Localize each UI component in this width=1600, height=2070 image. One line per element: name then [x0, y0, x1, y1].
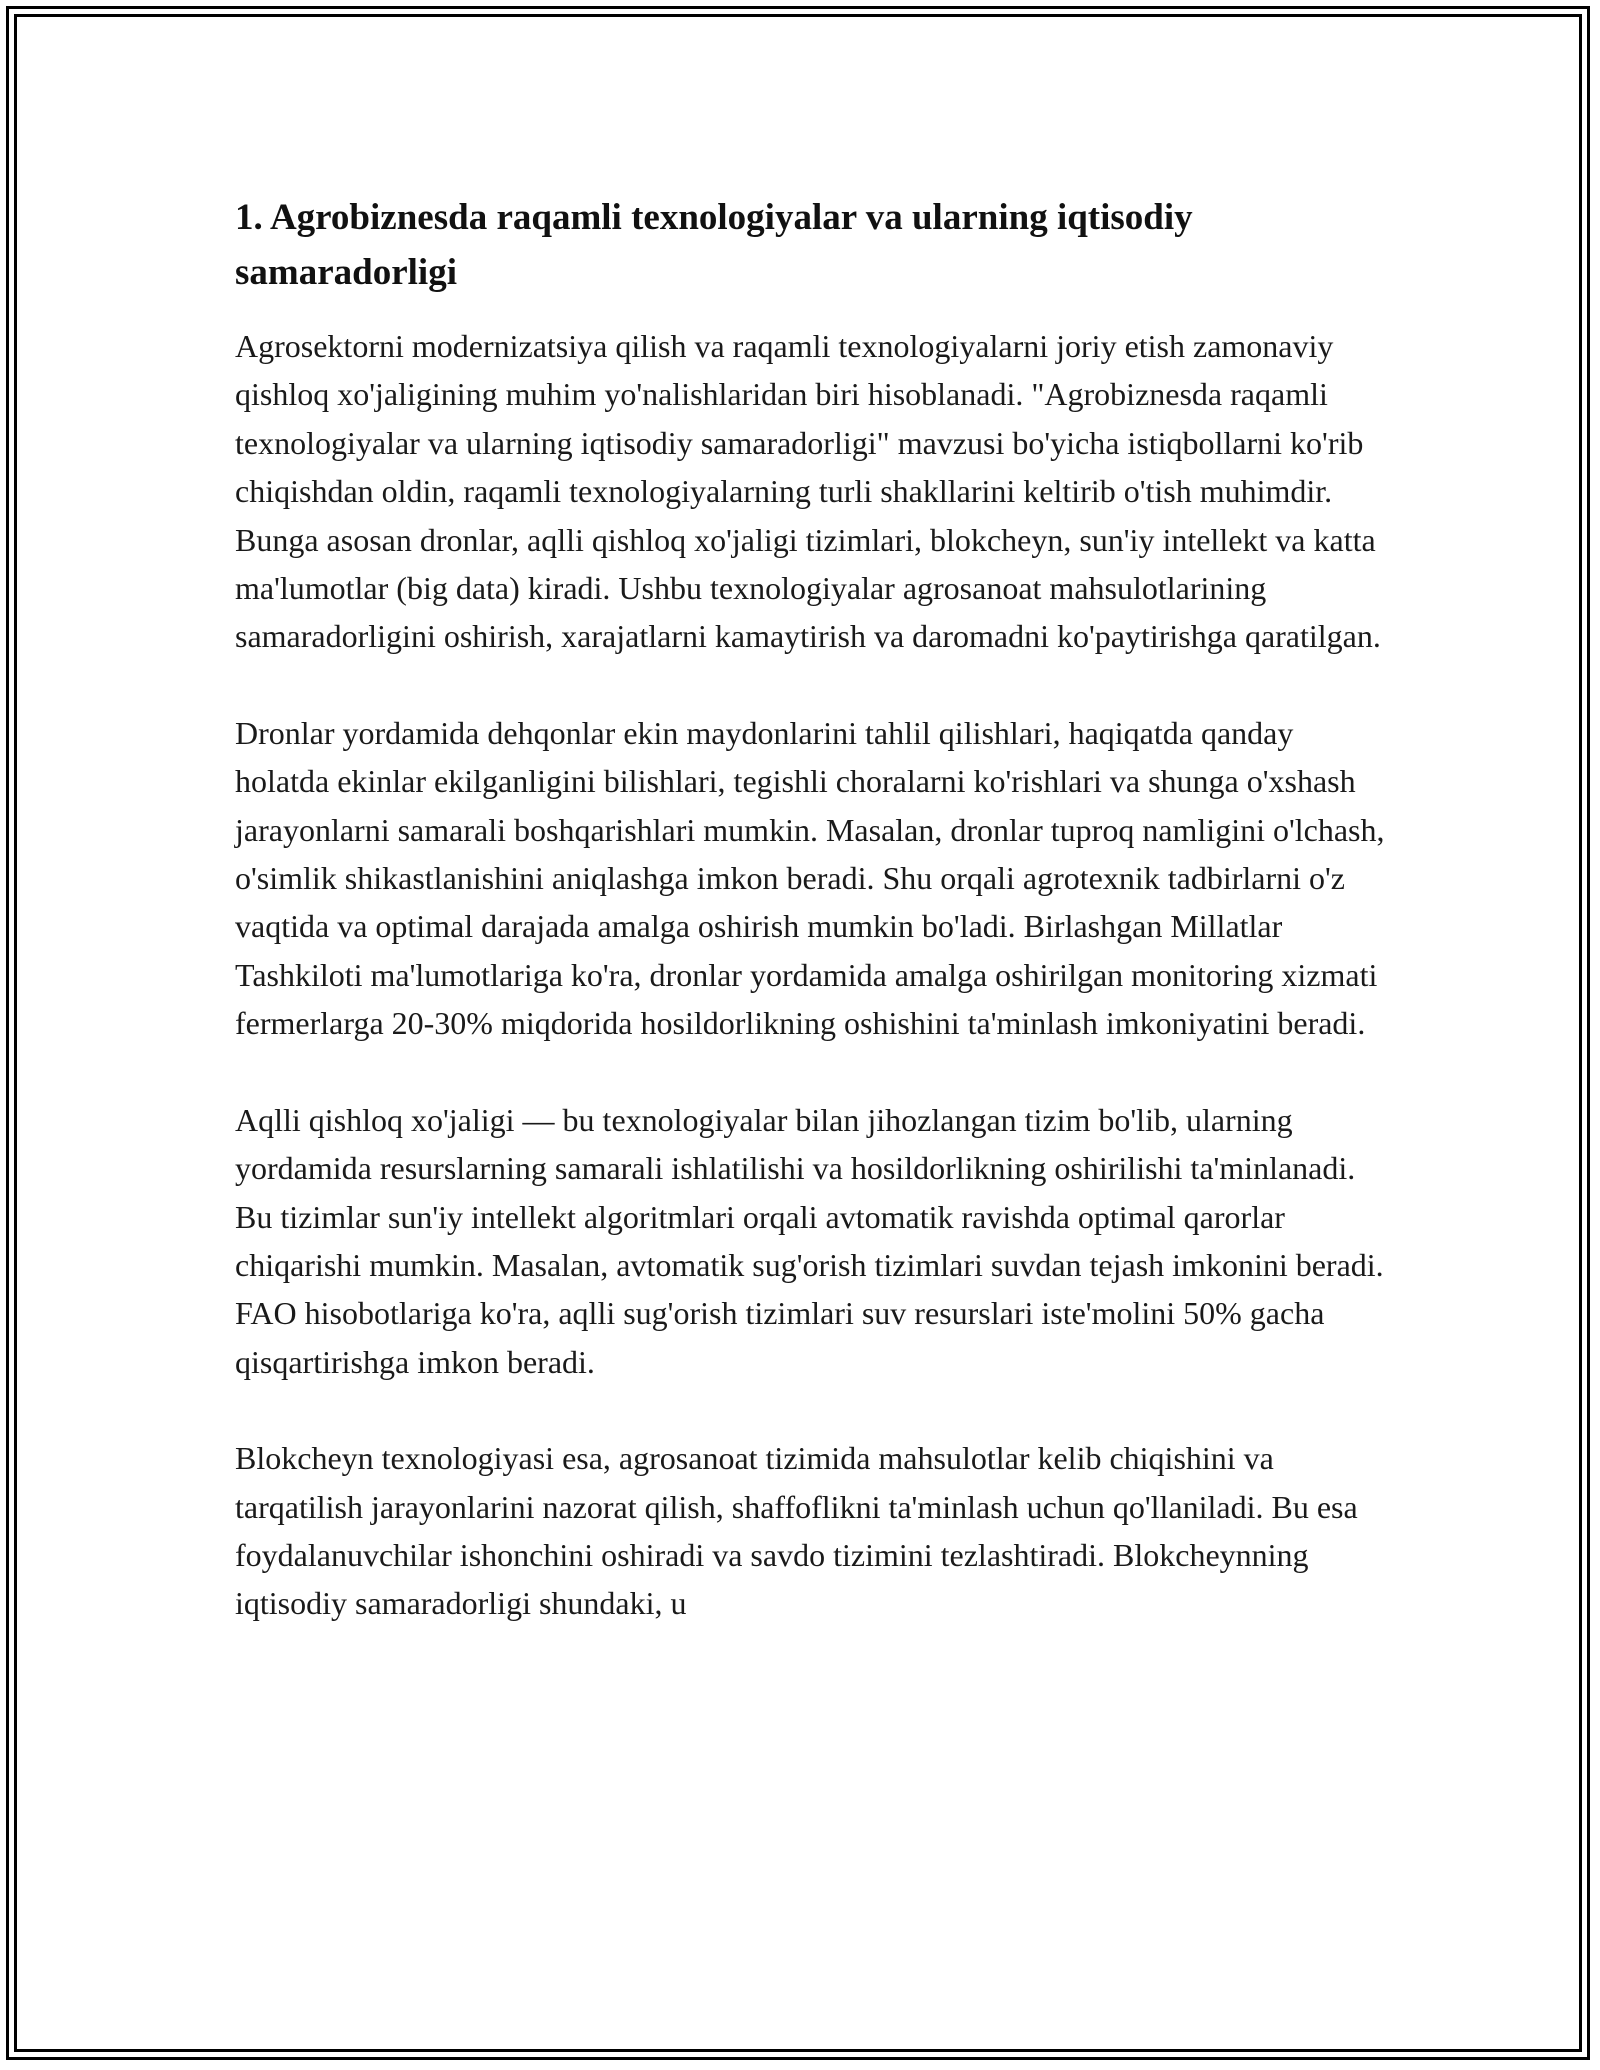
- paragraph-smart-agriculture: Aqlli qishloq xo'jaligi — bu texnologiyalar bilan jihozlangan tizim bo'lib, ularning yordamida resurslarning samarali ishlatilishi va hosildorlikning oshirilishi ta'minlanadi. Bu tizimlar sun'iy intellekt algoritmlari orqali avtomatik ravishda optimal qarorlar chiqarishi mumkin. Masalan, avtomatik sug'orish tizimlari suvdan tejash imkonini beradi. FAO hisobotlariga ko'ra, aqlli sug'orish tizimlari suv resurslari iste'molini 50% gacha qisqartirishga imkon beradi.: [235, 1101, 1384, 1380]
- paragraph-blockchain: Blokcheyn texnologiyasi esa, agrosanoat tizimida mahsulotlar kelib chiqishini va tarqatilish jarayonlarini nazorat qilish, shaffoflikni ta'minlash uchun qo'llaniladi. Bu esa foydalanuvchilar ishonchini oshiradi va savdo tizimini tezlashtiradi. Blokcheynning iqtisodiy samaradorligi shundaki, u: [235, 1440, 1358, 1622]
- paragraph-drones: Dronlar yordamida dehqonlar ekin maydonlarini tahlil qilishlari, haqiqatda qanday holatda ekinlar ekilganligini bilishlari, tegishli choralarni ko'rishlari va shunga o'xshash jarayonlarni samarali boshqarishlari mumkin. Masalan, dronlar tuproq namligini o'lchash, o'simlik shikastlanishini aniqlashga imkon beradi. Shu orqali agrotexnik tadbirlarni o'z vaqtida va optimal darajada amalga oshirish mumkin bo'ladi. Birlashgan Millatlar Tashkiloti ma'lumotlariga ko'ra, dronlar yordamida amalga oshirilgan monitoring xizmati fermerlarga 20-30% miqdorida hosildorlikning oshishini ta'minlash imkoniyatini beradi.: [235, 714, 1385, 1042]
- page-title: 1. Agrobiznesda raqamli texnologiyalar va ularning iqtisodiy samaradorligi: [235, 197, 1193, 293]
- document-body: [235, 190, 1385, 1676]
- paragraph-intro: Agrosektorni modernizatsiya qilish va raqamli texnologiyalarni joriy etish zamonaviy qishloq xo'jaligining muhim yo'nalishlaridan biri hisoblanadi. "Agrobiznesda raqamli texnologiyalar va ularning iqtisodiy samaradorligi" mavzusi bo'yicha istiqbollarni ko'rib chiqishdan oldin, raqamli texnologiyalarning turli shakllarini keltirib o'tish muhimdir. Bunga asosan dronlar, aqlli qishloq xo'jaligi tizimlari, blokcheyn, sun'iy intellekt va katta ma'lumotlar (big data) kiradi. Ushbu texnologiyalar agrosanoat mahsulotlarining samaradorligini oshirish, xarajatlarni kamaytirish va daromadni ko'paytirishga qaratilgan.: [235, 328, 1381, 655]
